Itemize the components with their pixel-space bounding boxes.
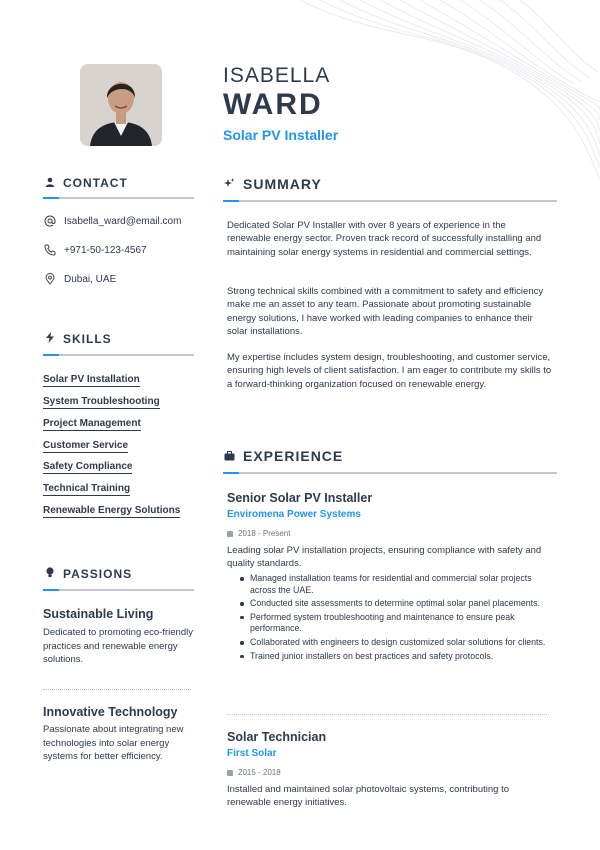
passion-description: Passionate about integrating new technologies into solar energy systems for better efficiency. bbox=[43, 724, 184, 762]
experience-heading bbox=[224, 448, 343, 464]
job-dates-text: 2018 - Present bbox=[238, 529, 291, 538]
job-dates-text: 2015 - 2018 bbox=[238, 768, 281, 777]
summary-heading-label: SUMMARY bbox=[243, 176, 322, 192]
job-dates bbox=[227, 768, 281, 777]
contact-phone[interactable] bbox=[44, 244, 147, 256]
phone-icon bbox=[44, 244, 56, 256]
skill-item: Project Management bbox=[43, 418, 141, 429]
summary-rule bbox=[223, 200, 557, 202]
job-title: Solar Technician bbox=[227, 730, 327, 744]
profile-photo bbox=[80, 64, 162, 146]
contact-email[interactable] bbox=[44, 215, 181, 227]
job-bullet: Managed installation teams for residential and commercial solar projects across the UAE. bbox=[238, 573, 548, 596]
at-sign-icon bbox=[44, 215, 56, 227]
job-summary: Leading solar PV installation projects, ensuring compliance with safety and quality standards. bbox=[227, 545, 542, 570]
location-pin-icon bbox=[44, 273, 56, 285]
first-name: ISABELLA bbox=[223, 64, 331, 87]
job-bullet: Conducted site assessments to determine optimal solar panel placements. bbox=[238, 598, 548, 610]
skill-item: Solar PV Installation bbox=[43, 374, 140, 385]
job-bullets bbox=[238, 573, 548, 664]
contact-heading bbox=[45, 176, 128, 190]
contact-rule bbox=[43, 197, 194, 199]
passion-title: Innovative Technology bbox=[43, 705, 178, 719]
job-bullet: Performed system troubleshooting and maintenance to ensure peak performance. bbox=[238, 612, 548, 635]
job-title: Senior Solar PV Installer bbox=[227, 491, 373, 505]
skills-rule bbox=[43, 354, 194, 356]
passion-divider bbox=[43, 689, 191, 690]
lightning-icon bbox=[45, 332, 55, 346]
job-summary: Installed and maintained solar photovoltaic systems, contributing to renewable energy initiatives. bbox=[227, 784, 509, 809]
skills-heading-label: SKILLS bbox=[63, 332, 112, 346]
job-bullet: Trained junior installers on best practices and safety protocols. bbox=[238, 651, 548, 663]
job-role: Solar PV Installer bbox=[223, 127, 339, 143]
skills-heading bbox=[45, 332, 112, 346]
lightbulb-icon bbox=[45, 567, 55, 581]
passions-heading-label: PASSIONS bbox=[63, 567, 133, 581]
skill-item: Renewable Energy Solutions bbox=[43, 505, 181, 516]
summary-paragraph: Strong technical skills combined with a commitment to safety and efficiency make me an asset to any team. Passionate about promoting sustainable energy solutions, I have worked with leading companies to enhance their solar installations. bbox=[227, 286, 544, 337]
contact-location bbox=[44, 273, 116, 285]
skill-item: Customer Service bbox=[43, 440, 129, 451]
job-bullet: Collaborated with engineers to design customized solar solutions for clients. bbox=[238, 637, 548, 649]
summary-paragraph: My expertise includes system design, troubleshooting, and customer service, ensuring high levels of client satisfaction. I am eager to contribute my skills to a forward-thinking organization focused on renewable energy. bbox=[227, 352, 552, 390]
skill-item: Safety Compliance bbox=[43, 461, 133, 472]
email-text: Isabella_ward@email.com bbox=[64, 215, 182, 227]
summary-paragraph: Dedicated Solar PV Installer with over 8 years of experience in the renewable energy sector. Proven track record of successfully installing and maintaining solar energy systems in residential and commercial settings. bbox=[227, 220, 542, 258]
calendar-icon bbox=[227, 770, 233, 776]
job-divider bbox=[227, 714, 549, 715]
person-icon bbox=[45, 176, 55, 190]
skill-item: System Troubleshooting bbox=[43, 396, 160, 407]
calendar-icon bbox=[227, 531, 233, 537]
location-text: Dubai, UAE bbox=[64, 273, 117, 285]
passions-rule bbox=[43, 589, 194, 591]
passions-heading bbox=[45, 567, 132, 581]
experience-rule bbox=[223, 472, 557, 474]
contact-heading-label: CONTACT bbox=[63, 176, 128, 190]
skill-item: Technical Training bbox=[43, 483, 131, 494]
last-name: WARD bbox=[223, 88, 323, 121]
passion-description: Dedicated to promoting eco-friendly practices and renewable energy solutions. bbox=[43, 627, 193, 665]
sparkle-icon bbox=[224, 176, 235, 192]
briefcase-icon bbox=[224, 448, 235, 464]
summary-heading bbox=[224, 176, 322, 192]
job-dates bbox=[227, 529, 290, 538]
experience-heading-label: EXPERIENCE bbox=[243, 448, 344, 464]
passion-title: Sustainable Living bbox=[43, 607, 154, 621]
company-name: First Solar bbox=[227, 748, 277, 759]
company-name: Enviromena Power Systems bbox=[227, 509, 361, 520]
phone-text: +971-50-123-4567 bbox=[64, 244, 147, 256]
